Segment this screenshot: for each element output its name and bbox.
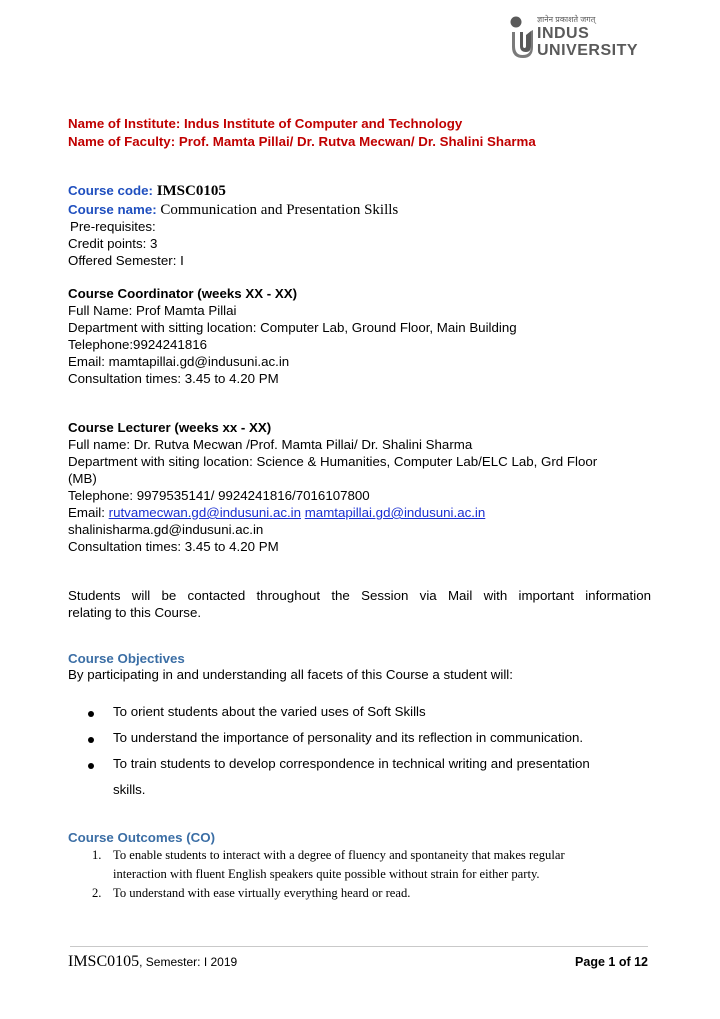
objective-item-1: To orient students about the varied uses of Soft Skills <box>113 704 426 719</box>
email-link-rutva[interactable]: rutvamecwan.gd@indusuni.ac.in <box>108 505 302 520</box>
objectives-intro: By participating in and understanding all facets of this Course a student will: <box>68 667 513 682</box>
course-name-label: Course name: <box>68 202 157 217</box>
offered-semester: Offered Semester: I <box>68 253 184 268</box>
outcome-2-number: 2. <box>92 886 102 900</box>
objective-item-3: To train students to develop correspondence in technical writing and presentation <box>113 756 590 771</box>
prerequisites: Pre-requisites: <box>70 219 156 234</box>
faculty-name: Name of Faculty: Prof. Mamta Pillai/ Dr. Rutva Mecwan/ Dr. Shalini Sharma <box>68 134 536 149</box>
coordinator-dept: Department with sitting location: Computer Lab, Ground Floor, Main Building <box>68 320 517 335</box>
email-link-mamta[interactable]: mamtapillai.gd@indusuni.ac.in <box>304 505 486 520</box>
objective-item-2: To understand the importance of personality and its reflection in communication. <box>113 730 584 745</box>
lecturer-name: Full name: Dr. Rutva Mecwan /Prof. Mamta Pillai/ Dr. Shalini Sharma <box>68 437 473 452</box>
footer-course-code: IMSC0105 <box>68 953 140 970</box>
objective-item-3-cont: skills. <box>113 782 146 797</box>
lecturer-phone: Telephone: 9979535141/ 9924241816/7016107800 <box>68 488 370 503</box>
coordinator-consult: Consultation times: 3.45 to 4.20 PM <box>68 371 279 386</box>
coordinator-heading: Course Coordinator (weeks XX - XX) <box>68 286 298 301</box>
logo-tagline: ज्ञानेन प्रकाशते जगत् <box>537 15 596 24</box>
lecturer-email-row <box>68 504 485 521</box>
notice-line-2: relating to this Course. <box>68 605 202 620</box>
lecturer-dept-cont: (MB) <box>68 471 97 486</box>
bullet-1 <box>88 711 94 717</box>
footer-semester: , Semester: I 2019 <box>139 955 238 969</box>
credit-points: Credit points: 3 <box>68 236 158 251</box>
logo-line-1: INDUS <box>537 25 590 42</box>
notice-line-1: Students will be contacted throughout the Session via Mail with important information <box>68 588 651 603</box>
objectives-heading: Course Objectives <box>68 651 185 666</box>
outcomes-heading: Course Outcomes (CO) <box>68 830 216 845</box>
lecturer-email-label: Email: <box>68 505 105 520</box>
lecturer-email-shalini: shalinisharma.gd@indusuni.ac.in <box>68 522 264 537</box>
coordinator-name: Full Name: Prof Mamta Pillai <box>68 303 237 318</box>
outcome-1-number: 1. <box>92 848 102 862</box>
course-name-row <box>68 201 398 219</box>
university-logo <box>509 14 659 62</box>
lecturer-consult: Consultation times: 3.45 to 4.20 PM <box>68 539 279 554</box>
course-code-value: IMSC0105 <box>156 183 226 199</box>
logo-emblem-icon <box>509 14 533 58</box>
coordinator-phone: Telephone:9924241816 <box>68 337 208 352</box>
footer-left <box>68 953 237 971</box>
outcome-1-line-1: To enable students to interact with a degree of fluency and spontaneity that makes regular <box>113 848 565 862</box>
bullet-2 <box>88 737 94 743</box>
course-code-row <box>68 182 226 200</box>
course-name-value: Communication and Presentation Skills <box>160 202 399 218</box>
logo-line-2: UNIVERSITY <box>537 42 639 59</box>
footer-rule <box>70 946 648 947</box>
lecturer-heading: Course Lecturer (weeks xx - XX) <box>68 420 272 435</box>
course-code-label: Course code: <box>68 183 153 198</box>
institute-name: Name of Institute: Indus Institute of Computer and Technology <box>68 116 463 131</box>
bullet-3 <box>88 763 94 769</box>
outcome-1-line-2: interaction with fluent English speakers quite possible without strain for either party. <box>113 867 540 881</box>
footer-page-number: Page 1 of 12 <box>575 955 648 969</box>
coordinator-email: Email: mamtapillai.gd@indusuni.ac.in <box>68 354 290 369</box>
outcome-2-line-1: To understand with ease virtually everything heard or read. <box>113 886 411 900</box>
lecturer-dept: Department with siting location: Science & Humanities, Computer Lab/ELC Lab, Grd Floor <box>68 454 598 469</box>
